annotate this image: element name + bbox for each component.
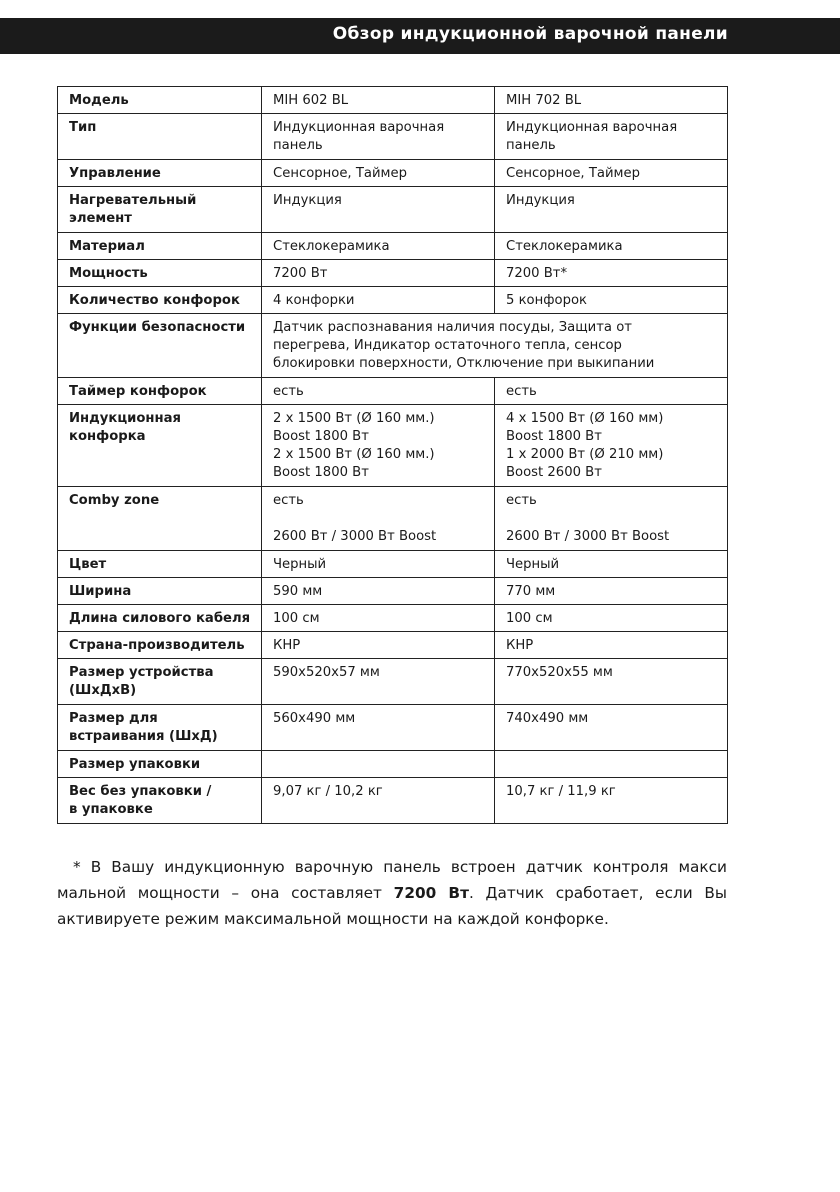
- row-label: Comby zone: [58, 487, 262, 551]
- row-value-mih602: [262, 751, 495, 778]
- row-value-mih602: 9,07 кг / 10,2 кг: [262, 778, 495, 824]
- table-row: [58, 705, 728, 751]
- specs-table: [57, 86, 728, 824]
- row-value-mih702: 7200 Вт*: [495, 260, 728, 287]
- row-label: Ширина: [58, 578, 262, 605]
- row-label: Индукционная конфорка: [58, 405, 262, 487]
- table-row: [58, 114, 728, 160]
- row-label: Размер упаковки: [58, 751, 262, 778]
- footnote: [57, 854, 727, 932]
- table-row: [58, 405, 728, 487]
- row-label: Размер устройства (ШхДхВ): [58, 659, 262, 705]
- row-label: Таймер конфорок: [58, 378, 262, 405]
- row-value-mih702: есть 2600 Вт / 3000 Вт Boost: [495, 487, 728, 551]
- row-label: Модель: [58, 87, 262, 114]
- row-value-mih702: 10,7 кг / 11,9 кг: [495, 778, 728, 824]
- row-value-mih702: КНР: [495, 632, 728, 659]
- table-row: [58, 287, 728, 314]
- table-row: [58, 187, 728, 233]
- row-value-mih602: Стеклокерамика: [262, 233, 495, 260]
- table-row: [58, 605, 728, 632]
- table-row: [58, 632, 728, 659]
- row-value-mih602: есть: [262, 378, 495, 405]
- row-value-mih602: MIH 602 BL: [262, 87, 495, 114]
- row-label: Цвет: [58, 551, 262, 578]
- row-value-mih702: Индукция: [495, 187, 728, 233]
- row-value-mih602: КНР: [262, 632, 495, 659]
- footnote-text-3: . Датчик сработает, если Вы активируете режим максимальной мощности на каждой конфорке.: [57, 884, 727, 928]
- row-value-mih702: 740x490 мм: [495, 705, 728, 751]
- row-value-mih702: Индукционная варочная панель: [495, 114, 728, 160]
- row-value-mih702: 770 мм: [495, 578, 728, 605]
- table-row: [58, 260, 728, 287]
- row-label: Страна-производитель: [58, 632, 262, 659]
- table-row: [58, 551, 728, 578]
- table-row: [58, 160, 728, 187]
- row-label: Тип: [58, 114, 262, 160]
- table-row: [58, 487, 728, 551]
- row-label: Управление: [58, 160, 262, 187]
- row-value-mih702: 100 см: [495, 605, 728, 632]
- row-label: Количество конфорок: [58, 287, 262, 314]
- footnote-text-2: мальной мощности – она составляет: [57, 884, 382, 902]
- table-row: [58, 233, 728, 260]
- table-row: [58, 751, 728, 778]
- row-value-mih602: 560x490 мм: [262, 705, 495, 751]
- row-label: Вес без упаковки / в упаковке: [58, 778, 262, 824]
- row-label: Функции безопасности: [58, 314, 262, 378]
- row-value-mih702: Сенсорное, Таймер: [495, 160, 728, 187]
- row-label: Мощность: [58, 260, 262, 287]
- row-value-mih702: 5 конфорок: [495, 287, 728, 314]
- row-label: Длина силового кабеля: [58, 605, 262, 632]
- row-value-mih602: Индукционная варочная панель: [262, 114, 495, 160]
- table-row: [58, 578, 728, 605]
- table-row: [58, 378, 728, 405]
- row-value-mih602: 2 x 1500 Вт (Ø 160 мм.) Boost 1800 Вт 2 x 1500 Вт (Ø 160 мм.) Boost 1800 Вт: [262, 405, 495, 487]
- footnote-power-value: 7200 Вт: [393, 884, 469, 902]
- table-row: [58, 87, 728, 114]
- row-label: Размер для встраивания (ШхД): [58, 705, 262, 751]
- row-value-mih702: MIH 702 BL: [495, 87, 728, 114]
- row-value-mih602: Черный: [262, 551, 495, 578]
- row-value-mih602: Сенсорное, Таймер: [262, 160, 495, 187]
- table-row: [58, 314, 728, 378]
- row-value-mih602: есть 2600 Вт / 3000 Вт Boost: [262, 487, 495, 551]
- row-value-mih702: 4 x 1500 Вт (Ø 160 мм) Boost 1800 Вт 1 x 2000 Вт (Ø 210 мм) Boost 2600 Вт: [495, 405, 728, 487]
- row-label: Материал: [58, 233, 262, 260]
- row-value-merged: Датчик распознавания наличия посуды, Защита от перегрева, Индикатор остаточного тепла, сенсор блокировки поверхности, Отключение при выкипании: [262, 314, 728, 378]
- row-label: Нагревательный элемент: [58, 187, 262, 233]
- table-row: [58, 778, 728, 824]
- row-value-mih702: есть: [495, 378, 728, 405]
- row-value-mih602: 590 мм: [262, 578, 495, 605]
- row-value-mih602: 7200 Вт: [262, 260, 495, 287]
- row-value-mih702: Черный: [495, 551, 728, 578]
- row-value-mih702: Стеклокерамика: [495, 233, 728, 260]
- page-title: Обзор индукционной варочной панели: [332, 24, 728, 44]
- row-value-mih602: 4 конфорки: [262, 287, 495, 314]
- row-value-mih702: [495, 751, 728, 778]
- row-value-mih602: 100 см: [262, 605, 495, 632]
- row-value-mih702: 770x520x55 мм: [495, 659, 728, 705]
- row-value-mih602: Индукция: [262, 187, 495, 233]
- row-value-mih602: 590x520x57 мм: [262, 659, 495, 705]
- footnote-line-1: * В Вашу индукционную варочную панель встроен датчик контроля макси: [73, 858, 727, 876]
- table-row: [58, 659, 728, 705]
